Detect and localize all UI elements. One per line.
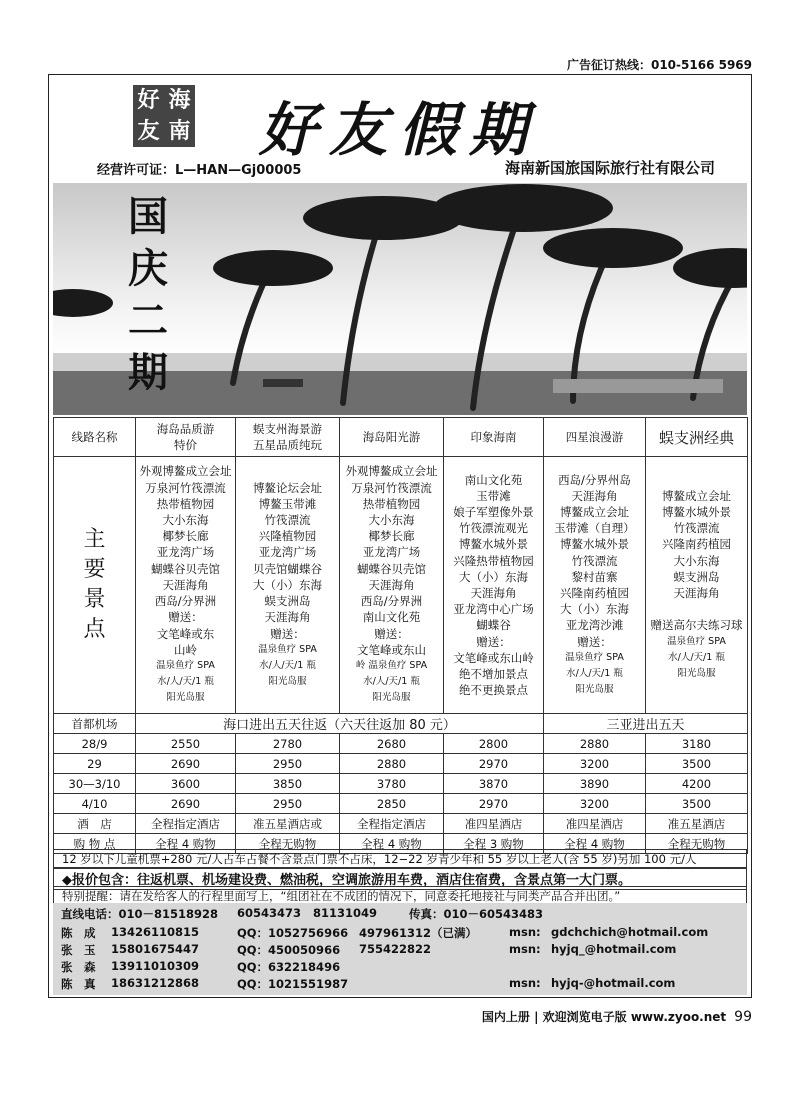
contact-qq2: 497961312（已满） (359, 926, 478, 940)
scenic-item: 文笔峰或东山 (357, 642, 426, 657)
scenic-item: 赠送： (476, 634, 511, 649)
scenic-item: 蝴蝶谷贝壳馆 (357, 561, 426, 576)
scenic-item: 文笔峰或东山岭 (453, 650, 534, 665)
scenic-item: 西岛/分界州岛 (558, 472, 631, 487)
scenic-item: 贝壳馆蝴蝶谷 (253, 561, 322, 576)
brand-title: 好友假期 (259, 96, 540, 164)
scenic-item: 兴隆南药植园 (560, 586, 629, 600)
scenic-item: 博鳌成立会址 (662, 488, 731, 503)
scenic-row (54, 457, 748, 714)
haikou-label: 海口进出五天往返（六天往返加 80 元） (136, 714, 544, 734)
scenic-item: 热带植物园 (156, 496, 215, 511)
scenic-list (136, 457, 236, 714)
scenic-item: 玉带滩（自理） (554, 521, 635, 536)
price-cell: 2550 (136, 734, 236, 754)
scenic-item: 外观博鳌成立会址 (139, 464, 232, 479)
date-cell: 4/10 (54, 794, 136, 814)
ad-hotline: 广告征订热线：010-5166 5969 (566, 58, 752, 72)
price-cell: 2950 (236, 754, 340, 774)
logo-seal (133, 85, 195, 147)
contact-phone: 15801675447 (111, 942, 200, 956)
scenic-item: 亚龙湾中心广场 (453, 602, 534, 617)
date-cell: 30—3/10 (54, 774, 136, 794)
contact-name: 张 玉 (61, 943, 96, 957)
scenic-item: 博鳌成立会址 (560, 504, 629, 519)
scenic-item: 西岛/分界洲 (154, 594, 217, 609)
scenic-item: 阳光岛服 (372, 692, 411, 704)
scenic-item: 阳光岛服 (575, 684, 614, 696)
scenic-item: 蜈支洲岛 (264, 594, 311, 609)
hotel-cell: 准五星酒店 (646, 814, 748, 834)
airport-label: 首都机场 (54, 714, 136, 734)
scenic-item: 温泉鱼疗 SPA (258, 643, 317, 655)
shop-cell: 全程无购物 (236, 834, 340, 854)
scenic-item: 椰梦长廊 (162, 529, 209, 544)
scenic-item: 水/人/天/1 瓶 (157, 676, 214, 688)
scenic-list (544, 457, 646, 714)
scenic-item: 竹筏漂流 (264, 513, 311, 528)
scenic-item: 兴隆植物园 (258, 529, 317, 544)
scenic-label-char: 主 (83, 527, 106, 552)
contacts-panel (53, 903, 747, 995)
contact-phone: 13911010309 (111, 959, 200, 973)
scenic-label (54, 457, 136, 714)
scenic-item: 天涯海角 (571, 488, 618, 503)
price-cell: 2780 (236, 734, 340, 754)
scenic-item: 蜈支洲岛 (673, 569, 720, 584)
contact-msn: hyjq_@hotmail.com (551, 942, 677, 956)
scenic-item: 亚龙湾沙滩 (565, 618, 624, 633)
price-table (53, 417, 748, 854)
shop-label: 购 物 点 (54, 834, 136, 854)
scenic-item: 万泉河竹筏漂流 (145, 480, 226, 495)
scenic-item: 外观博鳌成立会址 (345, 464, 438, 479)
sanya-label: 三亚进出五天 (544, 714, 748, 734)
scenic-item: 大小东海 (368, 513, 415, 528)
price-cell: 3870 (444, 774, 544, 794)
route-name: 四星浪漫游 (544, 418, 646, 457)
shop-cell: 全程 4 购物 (544, 834, 646, 854)
scenic-item: 椰梦长廊 (368, 529, 415, 544)
scenic-item: 博鳌水城外景 (662, 504, 731, 519)
shop-cell: 全程 4 购物 (136, 834, 236, 854)
shop-cell: 全程无购物 (646, 834, 748, 854)
scenic-item: 南山文化苑 (464, 472, 523, 487)
vtitle-char: 二 (128, 297, 168, 344)
scenic-item: 赠送： (270, 626, 305, 641)
price-cell: 3850 (236, 774, 340, 794)
scenic-item: 山岭 (174, 642, 197, 657)
contact-qq: QQ：1052756966 (237, 926, 349, 940)
date-cell: 29 (54, 754, 136, 774)
scenic-item: 南山文化苑 (362, 610, 421, 625)
hotel-cell: 准四星酒店 (544, 814, 646, 834)
scenic-item: 绝不增加景点 (459, 667, 528, 682)
scenic-item: 兴隆南药植园 (662, 537, 731, 552)
scenic-item: 水/人/天/1 瓶 (668, 651, 725, 663)
price-cell: 2800 (444, 734, 544, 754)
route-header: 线路名称 (54, 418, 136, 457)
price-cell: 3180 (646, 734, 748, 754)
scenic-item: 阳光岛服 (166, 692, 205, 704)
scenic-item: 赠送： (577, 634, 612, 649)
logo-char: 好 (137, 87, 160, 113)
contact-phone: 13426110815 (111, 925, 200, 939)
scenic-item: 阳光岛服 (268, 676, 307, 688)
contact-msn: gdchchich@hotmail.com (551, 925, 709, 939)
price-cell: 3600 (136, 774, 236, 794)
logo-char: 海 (168, 87, 191, 113)
scenic-item: 赠送高尔夫练习球 (650, 618, 743, 633)
scenic-item: 岭 温泉鱼疗 SPA (355, 659, 428, 671)
price-includes: ◆报价包含：往返机票、机场建设费、燃油税，空调旅游用车费，酒店住宿费，含景点第一大门票。 (53, 867, 747, 890)
price-cell: 4200 (646, 774, 748, 794)
scenic-item: 赠送： (168, 610, 203, 625)
scenic-label-char: 景 (83, 587, 106, 612)
vtitle-char: 期 (128, 349, 168, 396)
special-reminder: 特别提醒：请在发给客人的行程里面写上，“组团社在不成团的情况下，同意委托地接社与同类产品合并出团。” (53, 886, 747, 905)
price-cell: 2850 (340, 794, 444, 814)
route-name: 蜈支州海景游 五星品质纯玩 (236, 418, 340, 457)
page-footer (482, 1008, 752, 1025)
vtitle-char: 国 (128, 193, 168, 240)
scenic-item: 博鳌论坛会址 (253, 480, 322, 495)
scenic-item: 兴隆热带植物园 (453, 553, 534, 568)
scenic-item: 娘子军塑像外景 (453, 504, 534, 519)
contact-qq: QQ：632218496 (237, 960, 341, 974)
page-number: 99 (734, 1009, 752, 1025)
price-cell: 3200 (544, 754, 646, 774)
contact-qq: QQ：1021551987 (237, 977, 349, 991)
date-cell: 28/9 (54, 734, 136, 754)
route-name: 印象海南 (444, 418, 544, 457)
contact-msn-label: msn: (509, 942, 541, 956)
scenic-item: 蝴蝶谷贝壳馆 (151, 561, 220, 576)
contact-name: 陈 成 (61, 926, 96, 940)
scenic-item: 水/人/天/1 瓶 (259, 659, 316, 671)
fax: 传真：010－60543483 (409, 907, 544, 921)
contact-name: 陈 真 (61, 977, 96, 991)
logo-char: 南 (168, 118, 191, 144)
contact-qq2: 755422822 (359, 942, 432, 956)
scenic-item: 蝴蝶谷 (476, 618, 511, 633)
scenic-item: 亚龙湾广场 (258, 545, 317, 560)
scenic-item: 热带植物园 (362, 496, 421, 511)
vtitle-char: 庆 (128, 245, 168, 292)
price-cell: 3500 (646, 794, 748, 814)
scenic-item: 水/人/天/1 瓶 (566, 668, 623, 680)
scenic-item: 西岛/分界洲 (360, 594, 423, 609)
logo-char: 友 (137, 118, 160, 144)
scenic-item: 天涯海角 (368, 577, 415, 592)
scenic-item: 绝不更换景点 (459, 683, 528, 698)
price-cell: 2970 (444, 794, 544, 814)
price-rows (54, 734, 748, 814)
scenic-item: 大（小）东海 (253, 577, 322, 592)
scenic-item: 博鳌水城外景 (459, 537, 528, 552)
scenic-item: 天涯海角 (264, 610, 311, 625)
hotel-cell: 准五星酒店或 (236, 814, 340, 834)
departure-row (54, 714, 748, 734)
price-cell: 2970 (444, 754, 544, 774)
price-row (54, 774, 748, 794)
scenic-item: 玉带滩 (476, 488, 511, 503)
ad-header (49, 75, 751, 181)
direct-line-num: 60543473 (237, 906, 302, 920)
contact-msn-label: msn: (509, 925, 541, 939)
price-cell: 2690 (136, 794, 236, 814)
scenic-list (646, 457, 748, 714)
scenic-item: 亚龙湾广场 (362, 545, 421, 560)
scenic-item: 天涯海角 (673, 586, 720, 600)
scenic-item: 天涯海角 (470, 586, 517, 600)
scenic-item: 阳光岛服 (677, 668, 716, 680)
contact-qq: QQ：450050966 (237, 943, 341, 957)
price-cell: 3780 (340, 774, 444, 794)
route-name: 蜈支洲经典 (646, 418, 748, 457)
direct-line: 直线电话：010－81518928 (61, 907, 219, 921)
scenic-item: 博鳌玉带滩 (258, 496, 317, 511)
hotel-cell: 全程指定酒店 (136, 814, 236, 834)
price-row (54, 754, 748, 774)
shop-cell: 全程 4 购物 (340, 834, 444, 854)
contact-name: 张 森 (61, 960, 96, 974)
beach-photo (53, 183, 747, 415)
scenic-list (444, 457, 544, 714)
license-number: 经营许可证：L—HAN—Gj00005 (97, 163, 302, 178)
scenic-item: 竹筏漂流观光 (459, 521, 528, 536)
contact-msn: hyjq-@hotmail.com (551, 976, 676, 990)
scenic-label-char: 要 (83, 557, 106, 582)
scenic-item: 温泉鱼疗 SPA (565, 651, 624, 663)
direct-line-num: 81131049 (313, 906, 378, 920)
route-header-row (54, 418, 748, 457)
price-cell: 2950 (236, 794, 340, 814)
vertical-title (123, 191, 173, 399)
price-cell: 2690 (136, 754, 236, 774)
scenic-item: 水/人/天/1 瓶 (363, 676, 420, 688)
scenic-item: 大（小）东海 (459, 569, 528, 584)
contact-msn-label: msn: (509, 976, 541, 990)
scenic-item: 竹筏漂流 (673, 521, 720, 536)
price-cell: 2880 (340, 754, 444, 774)
route-name: 海岛阳光游 (340, 418, 444, 457)
hotel-label: 酒 店 (54, 814, 136, 834)
scenic-item: 博鳌水城外景 (560, 537, 629, 552)
shop-cell: 全程 3 购物 (444, 834, 544, 854)
scenic-item: 温泉鱼疗 SPA (667, 635, 726, 647)
scenic-item: 天涯海角 (162, 577, 209, 592)
contact-phone: 18631212868 (111, 976, 200, 990)
price-cell: 3500 (646, 754, 748, 774)
scenic-item: 大（小）东海 (560, 602, 629, 617)
price-row (54, 794, 748, 814)
hotel-cell: 准四星酒店 (444, 814, 544, 834)
scenic-item: 赠送： (374, 626, 409, 641)
scenic-item: 温泉鱼疗 SPA (156, 659, 215, 671)
price-cell: 3200 (544, 794, 646, 814)
price-cell: 2680 (340, 734, 444, 754)
route-name: 海岛品质游 特价 (136, 418, 236, 457)
child-note: 12 岁以下儿童机票+280 元/人占车占餐不含景点门票不占床，12−22 岁青少年和 55 岁以上老人(含 55 岁)另加 100 元/人 (53, 849, 747, 869)
hotel-cell: 全程指定酒店 (340, 814, 444, 834)
scenic-item: 文笔峰或东 (156, 626, 215, 641)
ad-frame (48, 74, 752, 998)
footer-text: 国内上册 | 欢迎浏览电子版 www.zyoo.net (481, 1010, 727, 1024)
scenic-item: 大小东海 (673, 553, 720, 568)
price-row (54, 734, 748, 754)
scenic-item: 亚龙湾广场 (156, 545, 215, 560)
scenic-label-char: 点 (83, 617, 106, 642)
scenic-list (236, 457, 340, 714)
scenic-item: 竹筏漂流 (571, 553, 618, 568)
scenic-list (340, 457, 444, 714)
scenic-item (648, 601, 745, 617)
hotel-row (54, 814, 748, 834)
price-cell: 3890 (544, 774, 646, 794)
company-name: 海南新国旅国际旅行社有限公司 (504, 159, 715, 177)
price-cell: 2880 (544, 734, 646, 754)
scenic-item: 万泉河竹筏漂流 (351, 480, 432, 495)
scenic-item: 黎村苗寨 (571, 569, 618, 584)
scenic-item: 大小东海 (162, 513, 209, 528)
